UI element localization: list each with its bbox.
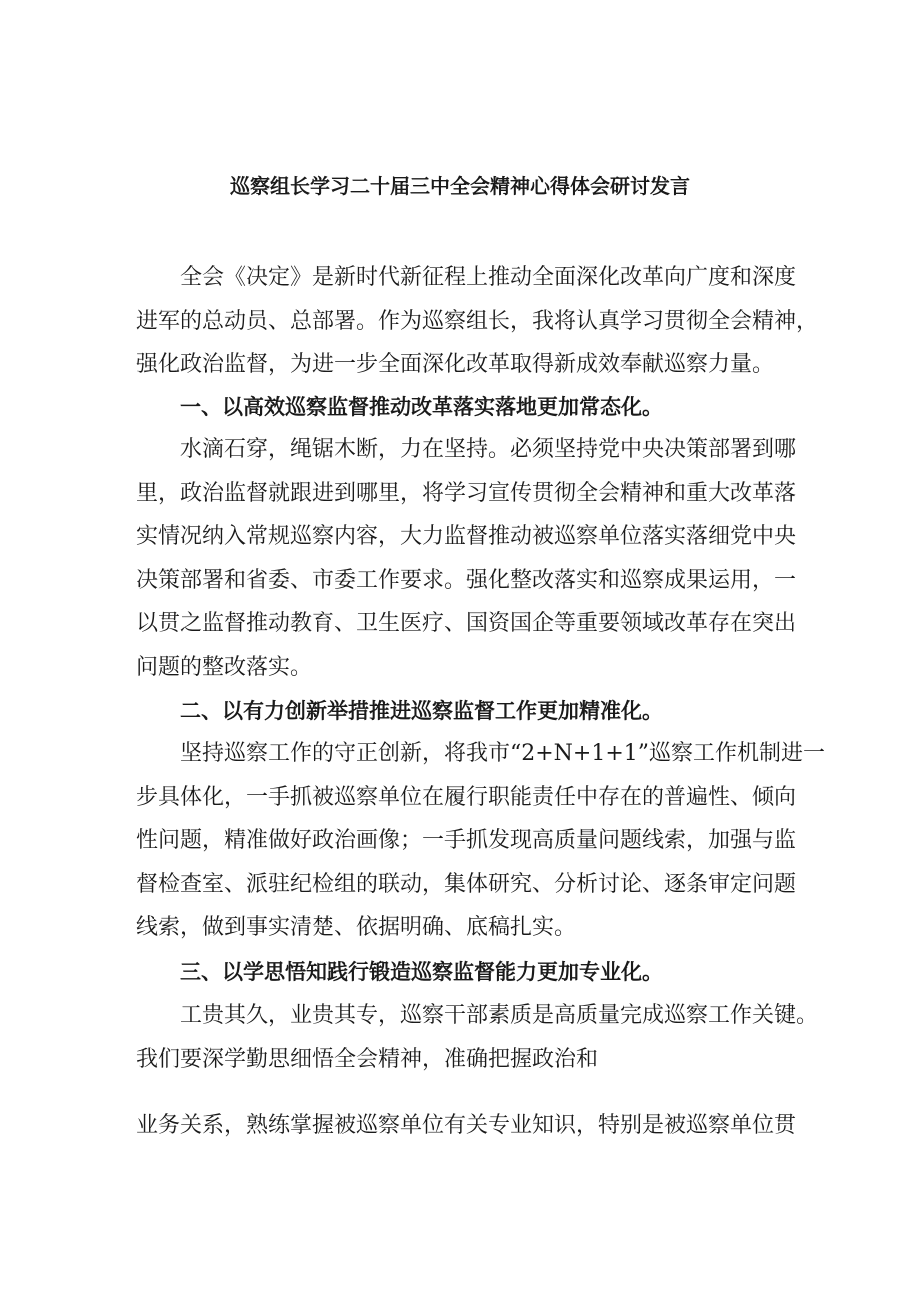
intro-paragraph xyxy=(136,256,818,387)
section-1-line: 决策部署和省委、市委工作要求。强化整改落实和巡察成果运用，一 xyxy=(136,567,797,593)
section-1-heading: 一、以高效巡察监督推动改革落实落地更加常态化。 xyxy=(180,394,663,419)
section-1-line: 以贯之监督推动教育、卫生医疗、国资国企等重要领域改革存在突出 xyxy=(136,611,797,636)
section-2-line: 线索，做到事实清楚、依据明确、底稿扎实。 xyxy=(136,915,577,940)
section-1-line: 水滴石穿，绳锯木断，力在坚持。必须坚持党中央决策部署到哪 xyxy=(180,437,797,462)
section-2-heading: 二、以有力创新举措推进巡察监督工作更加精准化。 xyxy=(180,698,663,723)
section-3-line: 我们要深学勤思细悟全会精神，准确把握政治和 xyxy=(136,1046,599,1072)
continuation-line: 业务关系，熟练掌握被巡察单位有关专业知识，特别是被巡察单位贯 xyxy=(136,1113,797,1138)
section-2-line: 督检查室、派驻纪检组的联动，集体研究、分析讨论、逐条审定问题 xyxy=(136,871,797,897)
section-3-heading: 三、以学思悟知践行锻造巡察监督能力更加专业化。 xyxy=(180,959,663,984)
intro-line: 强化政治监督，为进一步全面深化改革取得新成效奉献巡察力量。 xyxy=(136,352,775,377)
intro-line: 全会《决定》是新时代新征程上推动全面深化改革向广度和深度 xyxy=(180,265,797,290)
continuation-paragraph xyxy=(136,1104,796,1148)
section-3-line: 工贵其久，业贵其专，巡察干部素质是高质量完成巡察工作关键。 xyxy=(180,1003,819,1028)
section-1-line: 实情况纳入常规巡察内容，大力监督推动被巡察单位落实落细党中央 xyxy=(136,524,797,549)
section-2-line: 步具体化，一手抓被巡察单位在履行职能责任中存在的普遍性、倾向 xyxy=(136,784,797,810)
section-2-body xyxy=(136,732,825,950)
section-1-line: 问题的整改落实。 xyxy=(136,654,313,680)
section-2-line: 坚持巡察工作的守正创新，将我市“2+N+1+1”巡察工作机制进一 xyxy=(180,741,826,766)
intro-line: 进军的总动员、总部署。作为巡察组长，我将认真学习贯彻全会精神， xyxy=(136,308,819,334)
section-3-body xyxy=(136,994,818,1081)
document-title: 巡察组长学习二十届三中全会精神心得体会研讨发言 xyxy=(230,174,690,198)
section-2-line: 性问题，精准做好政治画像；一手抓发现高质量问题线索，加强与监 xyxy=(136,828,797,853)
section-1-body xyxy=(136,428,796,689)
section-1-line: 里，政治监督就跟进到哪里，将学习宣传贯彻全会精神和重大改革落 xyxy=(136,480,797,506)
